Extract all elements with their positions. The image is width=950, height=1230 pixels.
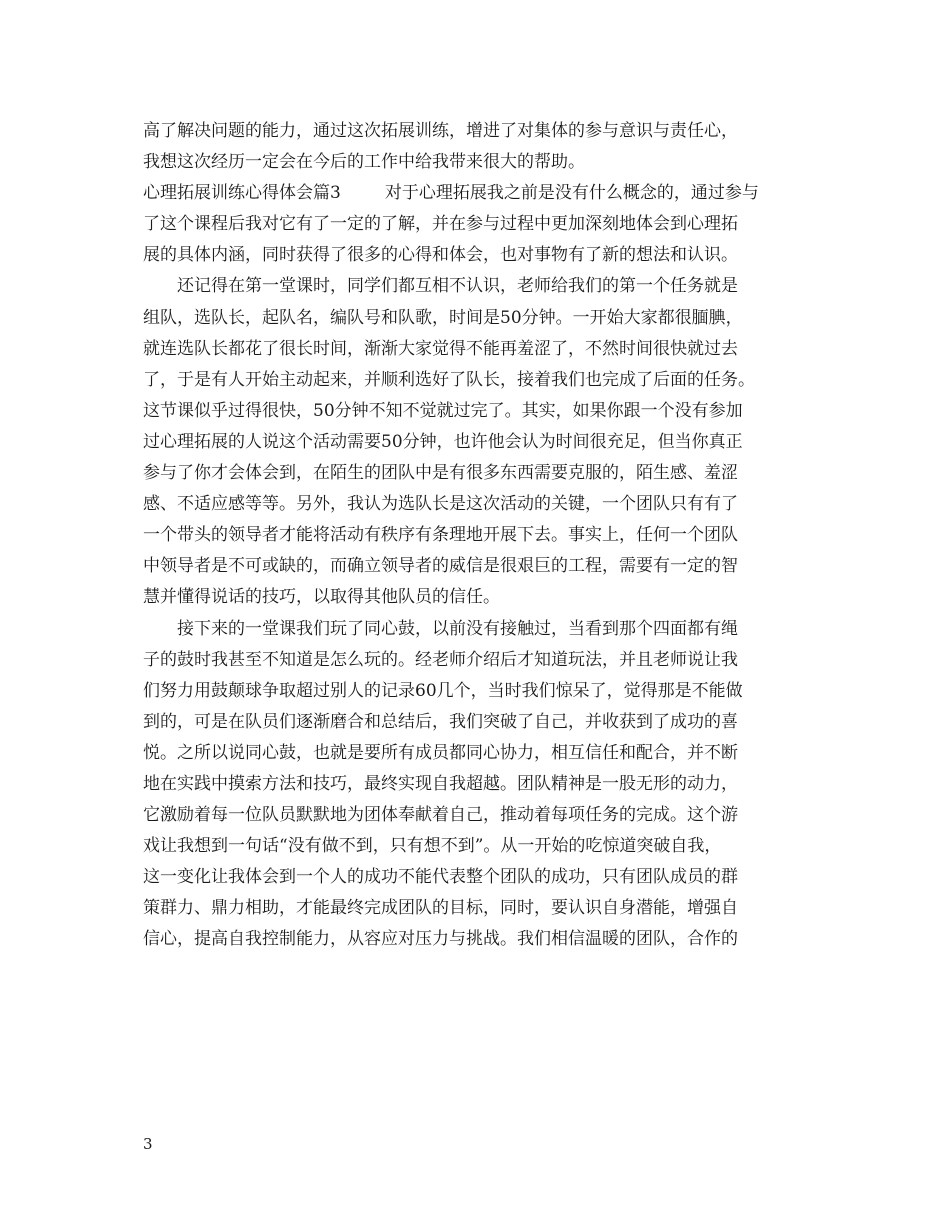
text-line: 就连选队长都花了很长时间，渐渐大家觉得不能再羞涩了，不然时间很快就过去 — [143, 338, 738, 359]
text-line: 它激励着每一位队员默默地为团体奉献着自己，推动着每项任务的完成。这个游 — [143, 805, 738, 826]
text-line: 展的具体内涵，同时获得了很多的心得和体会，也对事物有了新的想法和认识。 — [143, 245, 738, 266]
paragraph-start-line: 还记得在第一堂课时，同学们都互相不认识，老师给我们的第一个任务就是 — [177, 276, 738, 297]
text-line: 子的鼓时我甚至不知道是怎么玩的。经老师介绍后才知道玩法，并且老师说让我 — [143, 649, 738, 670]
section-line — [143, 178, 813, 209]
page-number: 3 — [143, 1135, 153, 1153]
text-line: 地在实践中摸索方法和技巧，最终实现自我超越。团队精神是一股无形的动力， — [143, 773, 738, 794]
text-line: 组队，选队长，起队名，编队号和队歌，时间是50分钟。一开始大家都很腼腆， — [143, 307, 743, 328]
section-heading: 心理拓展训练心得体会篇3 — [143, 183, 341, 204]
text-line: 了这个课程后我对它有了一定的了解，并在参与过程中更加深刻地体会到心理拓 — [143, 214, 738, 235]
text-line: 慧并懂得说话的技巧，以取得其他队员的信任。 — [143, 587, 500, 608]
text-line: 们努力用鼓颠球争取超过别人的记录60几个，当时我们惊呆了，觉得那是不能做 — [143, 680, 743, 701]
text-line: 高了解决问题的能力，通过这次拓展训练，增进了对集体的参与意识与责任心， — [143, 121, 738, 141]
text-line: 策群力、鼎力相助，才能最终完成团队的目标，同时，要认识自身潜能，增强自 — [143, 898, 738, 919]
text-line: 过心理拓展的人说这个活动需要50分钟，也许他会认为时间很充足，但当你真正 — [143, 431, 743, 452]
section-intro: 对于心理拓展我之前是没有什么概念的，通过参与 — [384, 183, 759, 204]
text-line: 了，于是有人开始主动起来，并顺利选好了队长，接着我们也完成了后面的任务。 — [143, 369, 755, 390]
text-line: 戏让我想到一句话“没有做不到，只有想不到”。从一开始的吃惊道突破自我， — [143, 836, 722, 857]
text-line: 一个带头的领导者才能将活动有秩序有条理地开展下去。事实上，任何一个团队 — [143, 525, 738, 546]
text-line: 到的，可是在队员们逐渐磨合和总结后，我们突破了自己，并收获到了成功的喜 — [143, 711, 738, 732]
text-line: 我想这次经历一定会在今后的工作中给我带来很大的帮助。 — [143, 152, 585, 173]
text-line: 这节课似乎过得很快，50分钟不知不觉就过完了。其实，如果你跟一个没有参加 — [143, 400, 743, 421]
text-line: 这一变化让我体会到一个人的成功不能代表整个团队的成功，只有团队成员的群 — [143, 867, 738, 888]
text-line: 信心，提高自我控制能力，从容应对压力与挑战。我们相信温暖的团队，合作的 — [143, 929, 738, 950]
document-body — [143, 116, 813, 956]
text-line: 感、不适应感等等。另外，我认为选队长是这次活动的关键，一个团队只有有了 — [143, 494, 738, 515]
text-line: 中领导者是不可或缺的，而确立领导者的威信是很艰巨的工程，需要有一定的智 — [143, 556, 738, 577]
text-line: 参与了你才会体会到，在陌生的团队中是有很多东西需要克服的，陌生感、羞涩 — [143, 463, 738, 484]
paragraph-start-line: 接下来的一堂课我们玩了同心鼓，以前没有接触过，当看到那个四面都有绳 — [177, 618, 738, 639]
text-line: 悦。之所以说同心鼓，也就是要所有成员都同心协力，相互信任和配合，并不断 — [143, 742, 738, 763]
